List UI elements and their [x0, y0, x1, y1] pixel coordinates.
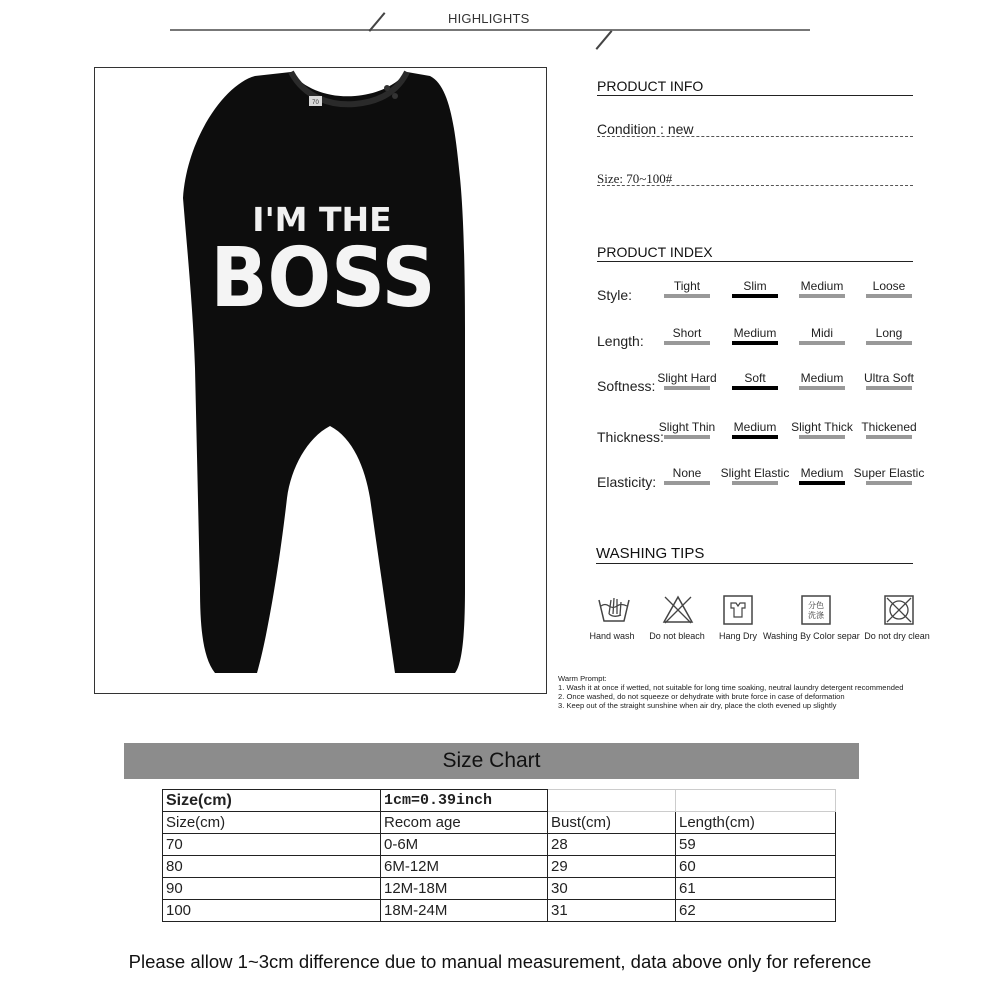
index-bar-selected [732, 341, 778, 345]
index-option-label: Slim [743, 279, 767, 293]
highlights-title: HIGHLIGHTS [448, 11, 530, 26]
cell: 70 [163, 834, 381, 856]
index-row-label: Thickness: [597, 429, 664, 445]
wash-label-hang-dry: Hang Dry [718, 631, 757, 641]
print-line2: BOSS [210, 231, 436, 326]
column-header: Size(cm) [163, 812, 381, 834]
condition-dash [597, 136, 913, 137]
index-option-label: Slight Thick [791, 420, 853, 434]
index-option-label: Medium [800, 466, 844, 480]
size-chart-title: Size Chart [124, 743, 859, 779]
size-text: Size: 70~100# [597, 171, 673, 186]
index-option-label: Medium [800, 279, 844, 293]
index-bar [799, 386, 845, 390]
wash-label-no-bleach: Do not bleach [649, 631, 705, 641]
cell: 59 [676, 834, 836, 856]
table-row [163, 834, 836, 856]
index-bar [866, 294, 912, 298]
cell: Size(cm) [163, 790, 381, 812]
index-option-label: Thickened [861, 420, 917, 434]
index-option-label: Super Elastic [853, 466, 925, 480]
index-bar [866, 341, 912, 345]
svg-text:洗涤: 洗涤 [808, 611, 824, 620]
cell: 29 [548, 856, 676, 878]
index-row-label: Style: [597, 287, 633, 303]
hand-wash-icon [597, 594, 627, 624]
cell: 18M-24M [381, 900, 548, 922]
product-info-title: PRODUCT INFO [597, 78, 704, 94]
cell: 60 [676, 856, 836, 878]
size-chart-header-row [163, 812, 836, 834]
index-option-label: Slight Elastic [720, 466, 790, 480]
product-index-rule [597, 261, 913, 262]
index-bar [664, 294, 710, 298]
index-option-label: Slight Hard [657, 371, 717, 385]
cell: 0-6M [381, 834, 548, 856]
cell [676, 790, 836, 812]
index-option-label: Short [672, 326, 702, 340]
warm-prompt-title: Warm Prompt: [558, 674, 607, 683]
index-bar [866, 386, 912, 390]
index-bar [664, 341, 710, 345]
index-option-label: Midi [810, 326, 833, 340]
index-bar [664, 435, 710, 439]
index-option-label: Long [875, 326, 903, 340]
index-row-label: Elasticity: [597, 474, 657, 490]
column-header: Length(cm) [676, 812, 836, 834]
cell: 62 [676, 900, 836, 922]
index-bar-selected [799, 481, 845, 485]
warm-prompt-line-3: 3. Keep out of the straight sunshine when air dry, place the cloth evened up slightly [558, 701, 837, 710]
table-row [163, 856, 836, 878]
index-bar [799, 294, 845, 298]
column-header: Bust(cm) [548, 812, 676, 834]
index-option-label: Medium [733, 420, 777, 434]
product-info-rule [597, 95, 913, 96]
svg-text:70: 70 [312, 100, 319, 106]
print-line1: I'M THE [252, 200, 392, 239]
cell: 12M-18M [381, 878, 548, 900]
warm-prompt-line-1: 1. Wash it at once if wetted, not suitable for long time soaking, neutral laundry detergent recommended [558, 683, 904, 692]
index-bar [799, 341, 845, 345]
romper-illustration [95, 68, 546, 693]
hang-dry-icon [722, 594, 752, 624]
index-row-label: Softness: [597, 378, 656, 394]
index-bar [664, 481, 710, 485]
warm-prompt-line-2: 2. Once washed, do not squeeze or dehydrate with brute force in case of deformation [558, 692, 845, 701]
product-photo [94, 67, 547, 694]
index-option-label: Soft [744, 371, 766, 385]
cell: 30 [548, 878, 676, 900]
cell: 1cm=0.39inch [381, 790, 548, 812]
cell: 80 [163, 856, 381, 878]
size-chart-table [162, 789, 836, 922]
size-chart-note-row [163, 790, 836, 812]
size-dash [597, 185, 913, 186]
cell: 6M-12M [381, 856, 548, 878]
no-bleach-icon [662, 594, 692, 624]
cell [548, 790, 676, 812]
index-option-label: Medium [733, 326, 777, 340]
index-bar [799, 435, 845, 439]
product-index-title: PRODUCT INDEX [597, 244, 713, 260]
index-row-label: Length: [597, 333, 644, 349]
wash-label-no-dry-clean: Do not dry clean [864, 631, 930, 641]
condition-text: Condition : new [597, 121, 694, 137]
cell: 90 [163, 878, 381, 900]
color-separate-icon [800, 594, 830, 624]
cell: 31 [548, 900, 676, 922]
wash-label-color-separate: Washing By Color separ [763, 631, 860, 641]
index-option-label: Ultra Soft [863, 371, 914, 385]
index-option-label: Tight [673, 279, 701, 293]
index-bar-selected [732, 435, 778, 439]
cell: 28 [548, 834, 676, 856]
column-header: Recom age [381, 812, 548, 834]
measurement-note: Please allow 1~3cm difference due to manual measurement, data above only for reference [128, 951, 872, 972]
index-bar [664, 386, 710, 390]
cell: 100 [163, 900, 381, 922]
wash-label-hand-wash: Hand wash [589, 631, 635, 641]
index-option-label: Loose [872, 279, 906, 293]
index-bar [866, 481, 912, 485]
no-dry-clean-icon [883, 594, 913, 624]
index-option-label: Medium [800, 371, 844, 385]
index-bar-selected [732, 294, 778, 298]
svg-text:分色: 分色 [808, 601, 824, 610]
index-bar [732, 481, 778, 485]
table-row [163, 878, 836, 900]
index-bar [866, 435, 912, 439]
washing-tips-rule [596, 563, 913, 564]
washing-tips-title: WASHING TIPS [596, 545, 705, 562]
index-option-label: None [672, 466, 702, 480]
table-row [163, 900, 836, 922]
header-slash-right [596, 30, 613, 50]
header-rule [170, 29, 810, 31]
index-bar-selected [732, 386, 778, 390]
index-option-label: Slight Thin [658, 420, 716, 434]
cell: 61 [676, 878, 836, 900]
